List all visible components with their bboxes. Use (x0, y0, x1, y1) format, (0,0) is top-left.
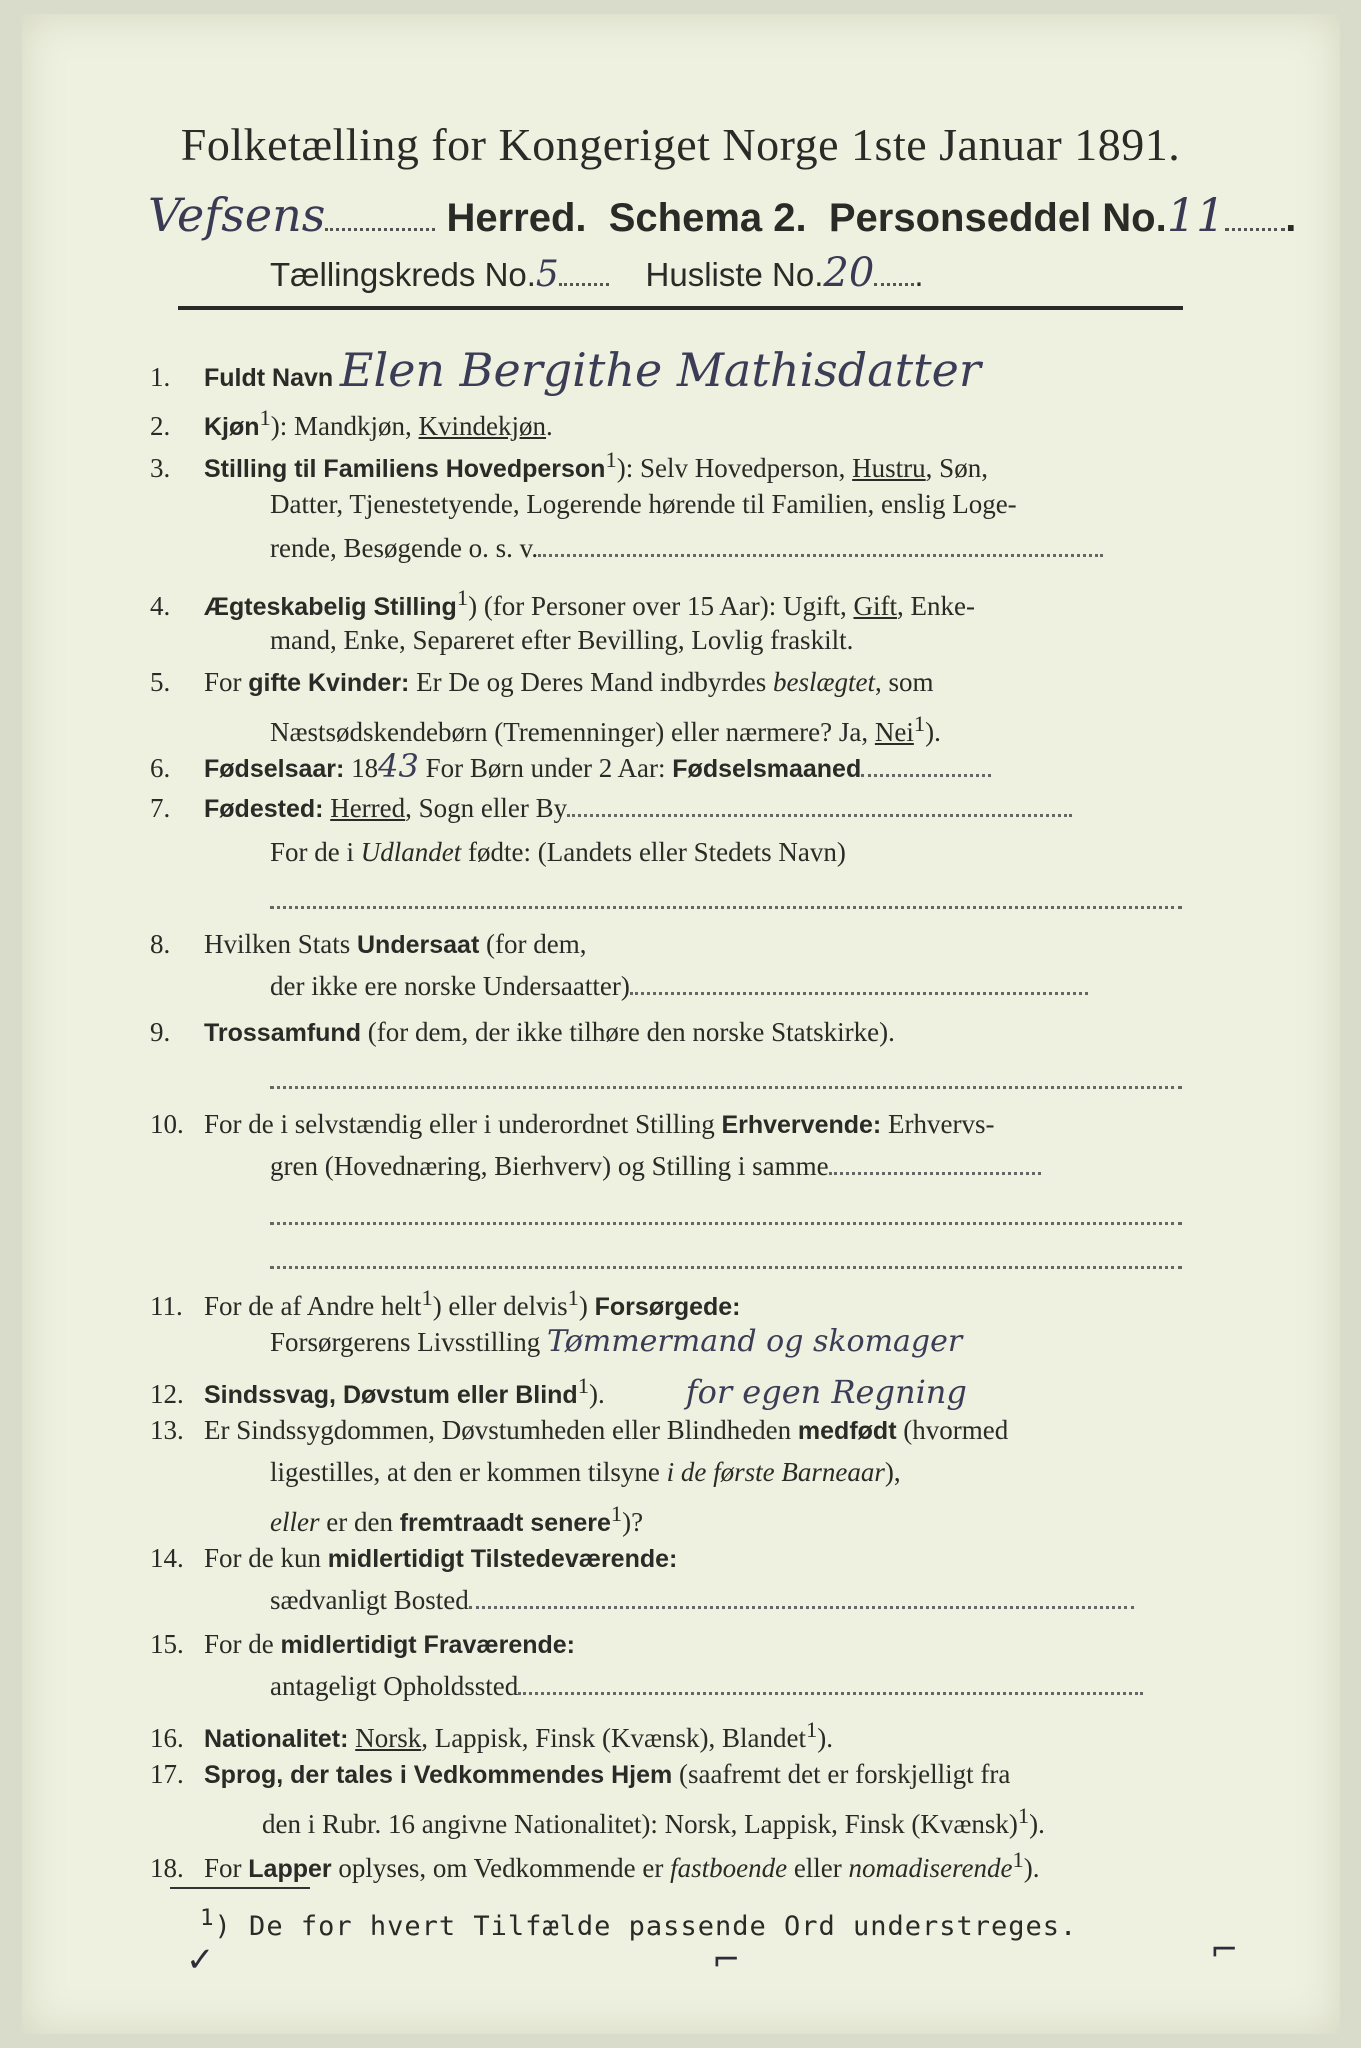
field-text: gren (Hovednæring, Bierhverv) og Stilling i samme (270, 1151, 829, 1181)
field-text: ). (925, 717, 941, 747)
row-12-disability (150, 1366, 967, 1415)
handwritten-occupation: Tømmermand og skomager (547, 1324, 963, 1359)
page-title: Folketælling for Kongeriget Norge 1ste Januar 1891. (180, 119, 1181, 170)
handwritten-year: 43 (378, 747, 419, 785)
municipality-line: Vefsens Herred. Schema 2. Personseddel No.11 . (148, 188, 1297, 242)
field-text: For (204, 1853, 249, 1883)
row-10-occupation (150, 1104, 994, 1145)
field-label: Undersaat (357, 931, 480, 959)
row-11-supported (150, 1278, 741, 1327)
field-text: der ikke ere norske Undersaatter) (270, 971, 630, 1001)
field-label: Sindssvag, Døvstum eller Blind (204, 1381, 578, 1409)
municipality-handwritten: Vefsens (148, 188, 326, 242)
personseddel-label: Personseddel No. (828, 196, 1167, 240)
field-label: Lapper (248, 1855, 332, 1883)
field-text: ) eller delvis (432, 1291, 568, 1321)
underlined-option: Herred (330, 793, 406, 823)
footnote (200, 1905, 1077, 1942)
field-text: Hvilken Stats (204, 929, 357, 959)
underlined-option: Kvindekjøn (418, 411, 547, 441)
field-text: 18 (344, 753, 379, 783)
field-text: (for dem, der ikke tilhøre den norske Statskirke). (360, 1017, 895, 1047)
field-label: Erhvervende: (721, 1111, 882, 1139)
row-number: 5. (150, 667, 171, 697)
field-text: For de i selvstændig eller i underordnet Stilling (204, 1109, 722, 1139)
footnote-marker: 1 (610, 1501, 623, 1526)
row-number: 1. (150, 362, 171, 392)
italic-text: fastboende (670, 1853, 788, 1883)
field-text: Erhvervs- (881, 1109, 995, 1139)
underlined-option: Hustru (852, 453, 926, 483)
row-number: 15. (150, 1629, 184, 1659)
field-text: Forsørgerens Livsstilling (270, 1327, 541, 1357)
field-text: er den (319, 1507, 400, 1537)
field-text: For de kun (204, 1543, 328, 1573)
field-text: fødte: (Landets eller Stedets Navn) (461, 837, 846, 867)
field-text: Er Sindssygdommen, Døvstumheden eller Blindheden (204, 1415, 798, 1445)
row-15-continued (270, 1666, 1143, 1706)
field-text: For de (204, 1629, 281, 1659)
field-text: ). (588, 1379, 605, 1409)
row-3-continued: Datter, Tjenestetyende, Logerende hørende til Familien, enslig Loge- (270, 489, 1017, 519)
row-number: 11. (150, 1291, 183, 1321)
row-9-religion (150, 1012, 895, 1053)
footnote-marker: 1 (913, 711, 926, 736)
row-7-continued (270, 832, 846, 872)
field-label: Stilling til Familiens Hovedperson (204, 455, 606, 483)
row-3-continued-2 (270, 528, 1103, 568)
pen-tick-mark: ⌐ (712, 1940, 741, 1980)
row-15-temporarily-absent (150, 1624, 575, 1665)
row-8-continued (270, 966, 1088, 1006)
field-text: rende, Besøgende o. s. v. (270, 533, 539, 563)
handwritten-name: Elen Bergithe Mathisdatter (339, 343, 981, 397)
field-label: Sprog, der tales i Vedkommendes Hjem (204, 1761, 673, 1789)
row-7-blank-line (270, 880, 1182, 920)
footnote-marker: 1 (1012, 1847, 1024, 1872)
row-8-citizenship (150, 924, 586, 965)
underlined-option: Norsk (355, 1723, 422, 1753)
row-16-nationality (150, 1710, 833, 1759)
field-label: Kjøn (204, 413, 260, 441)
row-number: 13. (150, 1415, 184, 1445)
field-label: Fødselsmaaned (672, 755, 862, 783)
field-text: For de i (270, 837, 361, 867)
row-9-blank-line (270, 1060, 1182, 1100)
footnote-marker: 1 (567, 1285, 579, 1310)
field-text: , Søn, (925, 453, 988, 483)
row-2-gender: 2. Kjøn$^1$): Mandkjøn, Kvindekjøn. (150, 398, 553, 447)
footnote-marker: 1 (421, 1285, 433, 1310)
row-11-continued (270, 1322, 962, 1362)
italic-text: eller (270, 1507, 320, 1537)
field-text: )? (622, 1507, 644, 1537)
husliste-label: Husliste No. (645, 256, 824, 293)
footnote-marker: 1 (259, 405, 271, 430)
row-number: 2. (150, 411, 171, 441)
field-text: Næstsødskendebørn (Tremenninger) eller nærmere? Ja, (270, 717, 875, 747)
field-text: (saafremt det er forskjelligt fra (672, 1759, 1011, 1789)
field-label: medfødt (797, 1417, 897, 1445)
row-13-continued-2 (270, 1494, 643, 1543)
field-text: For de af Andre helt (204, 1291, 422, 1321)
italic-text: i de første Barneaar (666, 1457, 885, 1487)
field-label: midlertidigt Fraværende: (280, 1631, 575, 1659)
kreds-number: 5 (535, 254, 559, 295)
husliste-number: 20 (823, 250, 875, 296)
footnote-marker: 1 (1017, 1803, 1030, 1828)
field-text: oplyses, om Vedkommende er (331, 1853, 671, 1883)
row-10-blank-line (270, 1196, 1182, 1236)
field-text: Er De og Deres Mand indbyrdes (409, 667, 774, 697)
field-text: antageligt Opholdssted (270, 1671, 519, 1701)
underlined-option: Nei (874, 717, 914, 747)
italic-text: Udlandet (360, 837, 462, 867)
row-number: 14. (150, 1543, 184, 1573)
field-text: den i Rubr. 16 angivne Nationalitet): Norsk, Lappisk, Finsk (Kvænsk) (262, 1809, 1018, 1839)
field-text: ). (1023, 1853, 1040, 1883)
field-label: Nationalitet: (204, 1725, 349, 1753)
row-18-sami (150, 1840, 1040, 1889)
handwritten-note: for egen Regning (685, 1373, 967, 1411)
row-4-continued: mand, Enke, Separeret efter Bevilling, Lovlig fraskilt. (270, 625, 854, 655)
kreds-label: Tællingskreds No. (270, 256, 536, 293)
footnote-marker: 1 (605, 447, 617, 472)
footnote-divider (170, 1887, 310, 1889)
row-number: 8. (150, 929, 171, 959)
row-10-continued (270, 1146, 1041, 1186)
field-text: (for dem, (479, 929, 587, 959)
kreds-line: Tællingskreds No.5 Husliste No.20 . (270, 250, 924, 296)
row-number: 17. (150, 1759, 184, 1789)
row-13-continued (270, 1452, 901, 1492)
field-text: (hvormed (896, 1415, 1009, 1445)
field-label: Fødested: (204, 795, 324, 823)
italic-text: beslægtet (773, 667, 876, 697)
field-text: ) (for Personer over 15 Aar): Ugift, (468, 591, 854, 621)
pen-tick-mark: ⌐ (1210, 1930, 1239, 1970)
footnote-text: ) De for hvert Tilfælde passende Ord understreges. (214, 1911, 1078, 1942)
row-13-congenital (150, 1410, 1008, 1451)
field-label: Trossamfund (204, 1019, 361, 1047)
row-17-continued (262, 1796, 1045, 1844)
field-text: ): Selv Hovedperson, (616, 453, 853, 483)
row-number: 4. (150, 591, 171, 621)
row-1-full-name (150, 343, 981, 398)
row-number: 10. (150, 1109, 184, 1139)
pen-tick-mark: ✓ (186, 1940, 215, 1980)
field-text: ), (884, 1457, 901, 1487)
field-text: ) (578, 1291, 595, 1321)
footnote-marker: 1 (577, 1373, 589, 1398)
field-label: Fuldt Navn (204, 364, 334, 392)
field-label: Forsørgede: (594, 1293, 741, 1321)
footnote-marker: 1 (200, 1905, 215, 1931)
header-divider (178, 306, 1183, 310)
row-number: 3. (150, 453, 171, 483)
field-text: For Børn under 2 Aar: (418, 753, 673, 783)
row-10-blank-line-2 (270, 1240, 1182, 1280)
field-label: Ægteskabelig Stilling (204, 593, 457, 621)
footnote-marker: 1 (805, 1717, 818, 1742)
row-17-language (150, 1754, 1010, 1795)
field-text: sædvanligt Bosted (270, 1585, 469, 1615)
row-number: 18. (150, 1853, 184, 1883)
row-14-continued (270, 1580, 1134, 1620)
row-3-family-position (150, 440, 988, 489)
field-text: , Enke- (896, 591, 975, 621)
row-5-married-women (150, 662, 934, 703)
underlined-option: Gift (853, 591, 897, 621)
field-text: ). (817, 1723, 833, 1753)
italic-text: nomadiserende (848, 1853, 1013, 1883)
field-label: fremtraadt senere (399, 1509, 611, 1537)
row-number: 6. (150, 753, 171, 783)
row-number: 7. (150, 793, 171, 823)
row-number: 9. (150, 1017, 171, 1047)
field-text: , Lappisk, Finsk (Kvænsk), Blandet (421, 1723, 806, 1753)
field-text: ): Mandkjøn, (270, 411, 419, 441)
field-text: For (204, 667, 249, 697)
row-6-birth-year (150, 746, 991, 789)
personseddel-number: 11 (1166, 188, 1226, 242)
row-number: 12. (150, 1379, 184, 1409)
row-5-continued (270, 704, 941, 752)
schema-label: Schema 2. (608, 196, 807, 240)
field-text: , Sogn eller By (405, 793, 568, 823)
row-7-birthplace (150, 788, 1072, 829)
field-text: eller (787, 1853, 849, 1883)
field-label: midlertidigt Tilstedeværende: (327, 1545, 678, 1573)
field-label: gifte Kvinder: (248, 669, 410, 697)
footnote-marker: 1 (456, 585, 469, 610)
field-text: , som (875, 667, 934, 697)
row-14-temporarily-present (150, 1538, 677, 1579)
field-text: ligestilles, at den er kommen tilsyne (270, 1457, 667, 1487)
herred-label: Herred. (446, 196, 587, 240)
field-label: Fødselsaar: (204, 755, 345, 783)
field-text: ). (1029, 1809, 1045, 1839)
row-number: 16. (150, 1723, 184, 1753)
